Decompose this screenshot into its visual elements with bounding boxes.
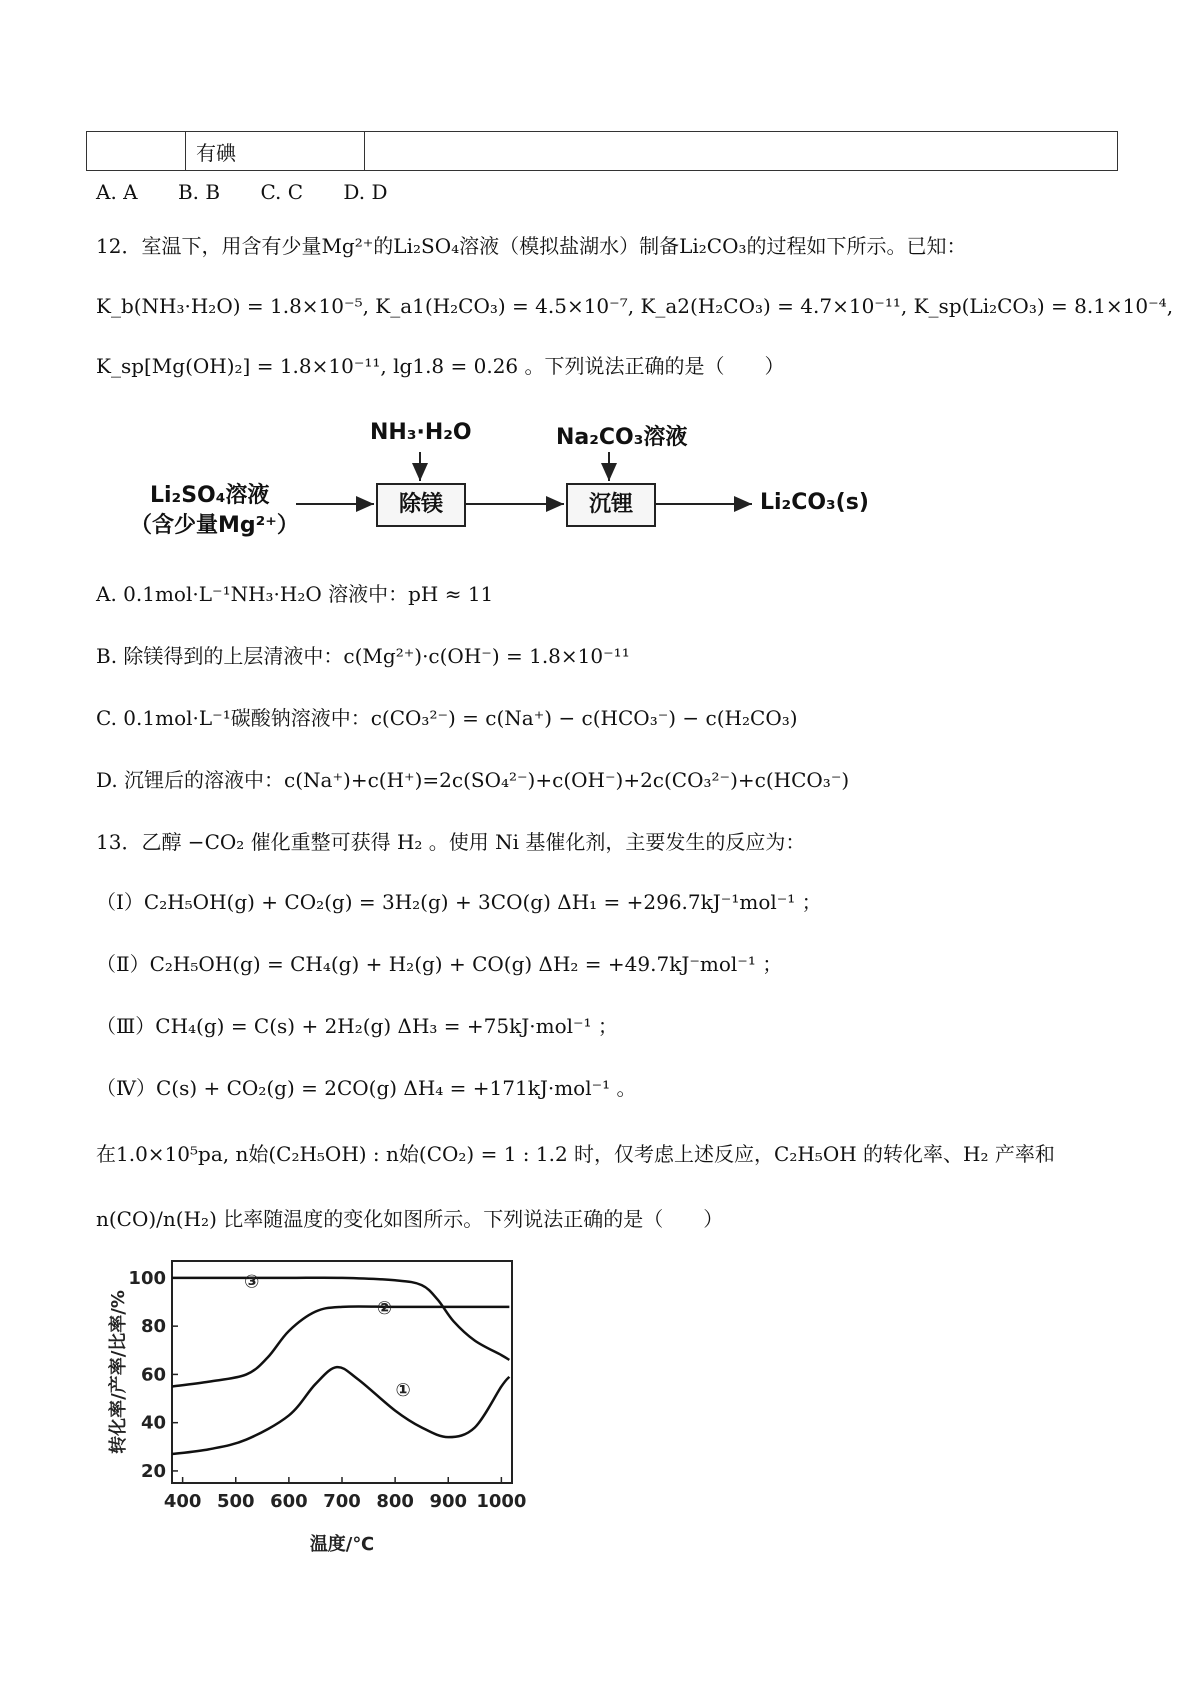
- series-line-3: [172, 1278, 509, 1360]
- x-tick-label-700: 700: [323, 1491, 361, 1512]
- flow-product: Li₂CO₃(s): [760, 490, 869, 515]
- q13-reaction-3: （Ⅲ）CH₄(g) = C(s) + 2H₂(g) ΔH₃ = +75kJ·mol⁻¹ ；: [96, 1014, 618, 1038]
- series-line-2: [172, 1306, 509, 1386]
- q12-constants-line2: K_sp[Mg(OH)₂] = 1.8×10⁻¹¹, lg1.8 = 0.26 。下列说法正确的是（ ）: [96, 354, 785, 378]
- q12-option-a[interactable]: A. 0.1mol·L⁻¹NH₃·H₂O 溶液中：pH ≈ 11: [96, 582, 494, 606]
- x-tick-label-600: 600: [270, 1491, 308, 1512]
- flow-input-line2: （含少量Mg²⁺）: [130, 513, 299, 538]
- chart-x-axis-label: 温度/℃: [309, 1534, 375, 1555]
- x-tick-label-400: 400: [163, 1491, 202, 1512]
- y-tick-label-40: 40: [140, 1412, 166, 1434]
- q11-option-d[interactable]: D. D: [343, 180, 388, 204]
- y-tick-label-20: 20: [140, 1460, 166, 1482]
- table-cell-iodine: 有碘: [186, 132, 365, 171]
- q12-option-b[interactable]: B. 除镁得到的上层清液中：c(Mg²⁺)·c(OH⁻) = 1.8×10⁻¹¹: [96, 644, 630, 668]
- series-label-1: ③: [244, 1271, 260, 1293]
- q11-option-b[interactable]: B. B: [177, 180, 221, 204]
- series-label-3: ①: [395, 1380, 411, 1402]
- flow-reagent-ammonia: NH₃·H₂O: [370, 420, 472, 445]
- q13-reaction-4: （Ⅳ）C(s) + CO₂(g) = 2CO(g) ΔH₄ = +171kJ·mol⁻¹ 。: [96, 1076, 637, 1100]
- x-tick-label-1000: 1000: [476, 1491, 527, 1512]
- q13-condition-line2: n(CO)/n(H₂) 比率随温度的变化如图所示。下列说法正确的是（ ）: [96, 1207, 724, 1231]
- q12-constants-line1: K_b(NH₃·H₂O) = 1.8×10⁻⁵, K_a1(H₂CO₃) = 4.5×10⁻⁷, K_a2(H₂CO₃) = 4.7×10⁻¹¹, K_sp(Li₂CO₃) = 8.1×10⁻⁴,: [96, 294, 1174, 318]
- x-tick-label-800: 800: [376, 1491, 414, 1512]
- q13-condition-line1: 在1.0×10⁵pa, n始(C₂H₅OH) : n始(CO₂) = 1 : 1.2 时，仅考虑上述反应，C₂H₅OH 的转化率、H₂ 产率和: [96, 1142, 1055, 1166]
- y-tick-label-60: 60: [140, 1364, 166, 1386]
- series-label-2: ②: [376, 1298, 393, 1320]
- y-tick-label-100: 100: [128, 1267, 166, 1289]
- q12-stem: 12．室温下，用含有少量Mg²⁺的Li₂SO₄溶液（模拟盐湖水）制备Li₂CO₃的过程如下所示。已知：: [96, 234, 967, 258]
- q12-option-c[interactable]: C. 0.1mol·L⁻¹碳酸钠溶液中：c(CO₃²⁻) = c(Na⁺) − c(HCO₃⁻) − c(H₂CO₃): [96, 706, 798, 730]
- x-tick-label-900: 900: [429, 1491, 468, 1512]
- x-tick-label-500: 500: [216, 1491, 255, 1512]
- q13-reaction-1: （Ⅰ）C₂H₅OH(g) + CO₂(g) = 3H₂(g) + 3CO(g) ΔH₁ = +296.7kJ⁻¹mol⁻¹ ；: [96, 890, 822, 914]
- q11-option-a[interactable]: A. A: [96, 180, 138, 204]
- y-tick-label-80: 80: [140, 1316, 166, 1338]
- flow-input-line1: Li₂SO₄溶液: [150, 483, 270, 508]
- flow-step-remove-magnesium: 除镁: [376, 483, 466, 527]
- q13-reaction-2: （Ⅱ）C₂H₅OH(g) = CH₄(g) + H₂(g) + CO(g) ΔH₂ = +49.7kJ⁻mol⁻¹ ；: [96, 952, 783, 976]
- flow-step-precipitate-lithium: 沉锂: [566, 483, 656, 527]
- chart-frame: [172, 1261, 512, 1483]
- flow-arrows: [0, 0, 1200, 560]
- chart-y-axis-label: 转化率/产率/比率/%: [108, 1290, 129, 1454]
- q12-option-d[interactable]: D. 沉锂后的溶液中：c(Na⁺)+c(H⁺)=2c(SO₄²⁻)+c(OH⁻)+2c(CO₃²⁻)+c(HCO₃⁻): [96, 768, 850, 792]
- temperature-chart: [100, 1255, 540, 1555]
- q13-stem: 13．乙醇 −CO₂ 催化重整可获得 H₂ 。使用 Ni 基催化剂，主要发生的反应为：: [96, 830, 806, 854]
- flow-reagent-sodium-carbonate: Na₂CO₃溶液: [556, 425, 688, 450]
- q11-option-c[interactable]: C. C: [260, 180, 304, 204]
